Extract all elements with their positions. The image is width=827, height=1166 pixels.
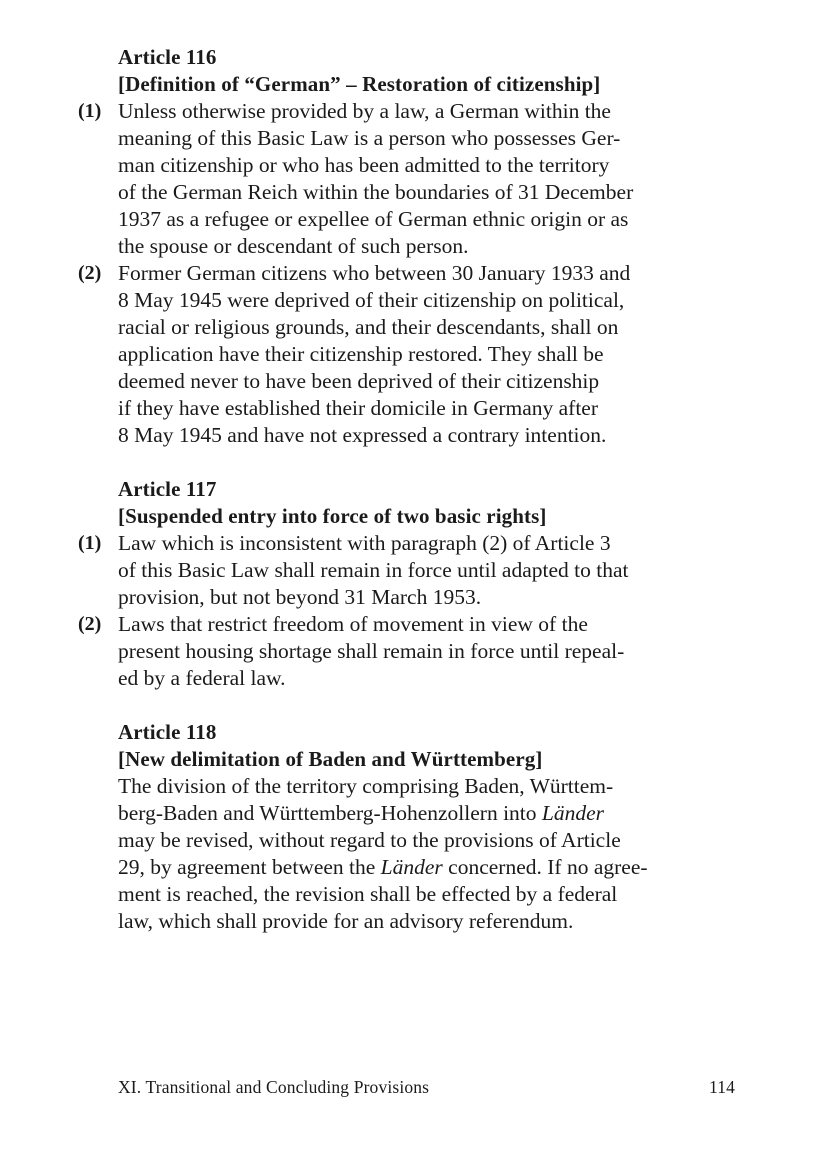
text-line: 1937 as a refugee or expellee of German ethnic origin or as: [118, 207, 629, 231]
text-line: application have their citizenship restored. They shall be: [118, 342, 604, 366]
text-line: provision, but not beyond 31 March 1953.: [118, 585, 482, 609]
text-line: 29, by agreement between the Länder concerned. If no agree-: [118, 855, 648, 879]
text-line: if they have established their domicile in Germany after: [118, 396, 598, 420]
article-paragraph: [78, 530, 735, 611]
text-line: the spouse or descendant of such person.: [118, 234, 469, 258]
article-paragraph: [78, 611, 735, 692]
text-line: may be revised, without regard to the provisions of Article: [118, 828, 621, 852]
text-line: Former German citizens who between 30 January 1933 and: [118, 261, 631, 285]
text-line: of this Basic Law shall remain in force until adapted to that: [118, 558, 629, 582]
article-117: [78, 476, 735, 692]
text-line: man citizenship or who has been admitted to the territory: [118, 153, 610, 177]
paragraph-marker: (1): [78, 100, 102, 122]
article-116: [78, 44, 735, 449]
paragraph-marker: (1): [78, 532, 102, 554]
article-subtitle: [Definition of “German” – Restoration of citizenship]: [118, 72, 601, 96]
article-paragraph: [78, 260, 735, 449]
footer-section-label: XI. Transitional and Concluding Provisions: [118, 1077, 430, 1097]
article-subtitle: [New delimitation of Baden and Württemberg]: [118, 747, 543, 771]
text-line: Law which is inconsistent with paragraph (2) of Article 3: [118, 531, 611, 555]
article-heading: Article 117: [118, 477, 217, 501]
paragraph-text: [118, 530, 735, 611]
article-heading: Article 118: [118, 720, 217, 744]
article-paragraph: [78, 98, 735, 260]
text-line: The division of the territory comprising Baden, Württem-: [118, 774, 614, 798]
paragraph-marker: (2): [78, 613, 102, 635]
article-heading: Article 116: [118, 45, 217, 69]
text-line: Unless otherwise provided by a law, a German within the: [118, 99, 611, 123]
paragraph-marker: (2): [78, 262, 102, 284]
document-body: [78, 44, 735, 935]
text-line: deemed never to have been deprived of their citizenship: [118, 369, 600, 393]
paragraph-text: [118, 98, 735, 260]
text-line: Laws that restrict freedom of movement in view of the: [118, 612, 588, 636]
italic-term: Länder: [380, 855, 443, 879]
footer-page-number: 114: [708, 1077, 735, 1097]
article-118: [78, 719, 735, 935]
text-line: 8 May 1945 were deprived of their citizenship on political,: [118, 288, 625, 312]
paragraph-text: [118, 611, 735, 692]
article-subtitle: [Suspended entry into force of two basic rights]: [118, 504, 547, 528]
text-line: ed by a federal law.: [118, 666, 286, 690]
page-footer: [118, 1075, 735, 1099]
text-line: law, which shall provide for an advisory referendum.: [118, 909, 574, 933]
italic-term: Länder: [541, 801, 605, 825]
text-line: present housing shortage shall remain in force until repeal-: [118, 639, 625, 663]
paragraph-text: [118, 260, 735, 449]
text-line: meaning of this Basic Law is a person who possesses Ger-: [118, 126, 621, 150]
text-line: 8 May 1945 and have not expressed a contrary intention.: [118, 423, 607, 447]
text-line: ment is reached, the revision shall be effected by a federal: [118, 882, 618, 906]
text-line: of the German Reich within the boundaries of 31 December: [118, 180, 634, 204]
text-line: berg-Baden and Württemberg-Hohenzollern into Länder: [118, 801, 605, 825]
article-body-text: [118, 773, 735, 935]
text-line: racial or religious grounds, and their descendants, shall on: [118, 315, 619, 339]
